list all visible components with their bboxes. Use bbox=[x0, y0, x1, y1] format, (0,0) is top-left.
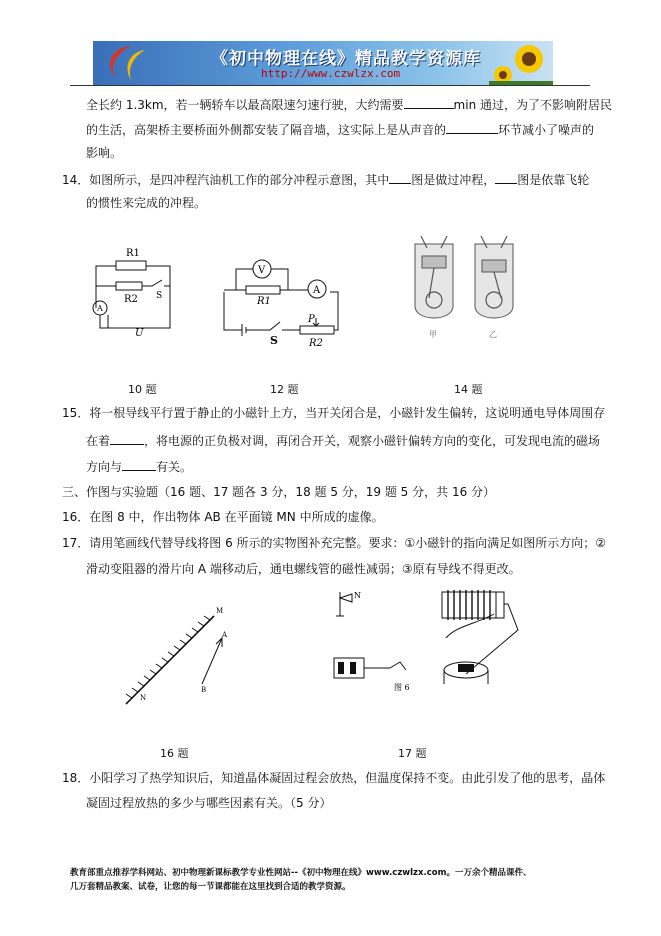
footer-line1: 教育部重点推荐学科网站、初中物理新课标教学专业性网站--《初中物理在线》www.czwlzx.com。一万余个精品课件、 bbox=[70, 868, 532, 878]
label-yi: 乙 bbox=[489, 330, 497, 339]
label-a: A bbox=[222, 631, 228, 639]
sunflower-icon bbox=[489, 41, 553, 85]
q15-line3 bbox=[86, 458, 192, 474]
q14-text-1c: 图是依靠飞轮 bbox=[517, 173, 590, 187]
label-r2: R2 bbox=[124, 294, 138, 305]
q18-line2: 凝固过程放热的多少与哪些因素有关。（5 分） bbox=[86, 796, 332, 810]
q18-line1: 18．小阳学习了热学知识后，知道晶体凝固过程会放热，但温度保持不变。由此引发了他的思考，晶体 bbox=[62, 771, 606, 785]
label-b: B bbox=[201, 686, 207, 694]
q13-line3: 影响。 bbox=[86, 146, 123, 160]
label-p: P bbox=[308, 314, 315, 325]
label-r1: R1 bbox=[126, 248, 140, 259]
circuit-diagram-10 bbox=[90, 236, 190, 342]
label-compass-n: N bbox=[354, 591, 361, 600]
q13-text-2b: 环节减小了噪声的 bbox=[498, 123, 595, 137]
caption-q12: 12 题 bbox=[270, 383, 299, 396]
q13-text-1b: min 通过，为了不影响附居民 bbox=[453, 98, 612, 112]
q16-text: 16．在图 8 中，作出物体 AB 在平面镜 MN 中所成的虚像。 bbox=[62, 510, 384, 524]
solenoid-coil bbox=[442, 590, 496, 620]
label-switch: S bbox=[156, 291, 163, 301]
q13-line1 bbox=[86, 96, 612, 112]
caption-q14: 14 题 bbox=[454, 383, 483, 396]
label-fig6: 图 6 bbox=[394, 683, 410, 692]
answer-blank bbox=[404, 96, 454, 109]
q15-text-3b: 有关。 bbox=[156, 460, 193, 474]
answer-blank bbox=[389, 171, 411, 184]
label-s-12: S bbox=[270, 334, 278, 347]
label-u: U bbox=[135, 328, 144, 339]
label-r1-12: R1 bbox=[257, 296, 271, 307]
answer-blank bbox=[110, 432, 144, 445]
banner-url: http://www.czwlzx.com bbox=[261, 67, 401, 80]
q14-line1 bbox=[62, 171, 589, 187]
answer-blank bbox=[495, 171, 517, 184]
label-r2-12: R2 bbox=[309, 338, 323, 348]
answer-blank bbox=[122, 458, 156, 471]
banner-title: 《初中物理在线》精品教学资源库 bbox=[211, 49, 481, 69]
section-3-heading: 三、作图与实验题（16 题、17 题各 3 分，18 题 5 分，19 题 5 分，共 16 分） bbox=[62, 485, 496, 499]
q15-text-2b: ，将电源的正负极对调，再闭合开关，观察小磁针偏转方向的变化，可发现电流的磁场 bbox=[144, 434, 601, 448]
label-m: M bbox=[216, 607, 224, 615]
header-banner bbox=[93, 41, 553, 85]
q14-line2: 的惯性来完成的冲程。 bbox=[86, 196, 207, 210]
q14-text-1b: 图是做过冲程， bbox=[411, 173, 496, 187]
circuit-diagram-12 bbox=[220, 252, 350, 348]
engine-stroke-diagrams bbox=[405, 226, 525, 344]
caption-q10: 10 题 bbox=[128, 383, 157, 396]
label-n: N bbox=[140, 694, 147, 702]
logo-icon bbox=[101, 44, 161, 82]
q15-text-2a: 在着 bbox=[86, 434, 111, 448]
label-jia: 甲 bbox=[429, 330, 437, 339]
footer-line2: 几万套精品教案、试卷，让您的每一节课都能在这里找到合适的教学资源。 bbox=[70, 882, 351, 892]
electromagnet-diagram-17 bbox=[326, 584, 526, 700]
q17-line1: 17．请用笔画线代替导线将图 6 所示的实物图补充完整。要求：①小磁针的指向满足如图所示方向；② bbox=[62, 536, 607, 550]
q14-text-1a: 14．如图所示，是四冲程汽油机工作的部分冲程示意图，其中 bbox=[62, 173, 390, 187]
q13-line2 bbox=[86, 121, 594, 137]
label-voltmeter: V bbox=[258, 265, 266, 276]
q17-line2: 滑动变阻器的滑片向 A 端移动后，通电螺线管的磁性减弱；③原有导线不得更改。 bbox=[86, 562, 521, 576]
q15-line2 bbox=[86, 432, 600, 448]
label-ammeter-12: A bbox=[313, 285, 321, 296]
answer-blank bbox=[446, 121, 498, 134]
caption-q17: 17 题 bbox=[398, 747, 427, 760]
mirror-diagram-16 bbox=[118, 600, 238, 712]
q15-text-3a: 方向与 bbox=[86, 460, 123, 474]
q15-line1: 15．将一根导线平行置于静止的小磁针上方，当开关闭合是，小磁针发生偏转，这说明通电导体周围存 bbox=[62, 406, 606, 420]
q13-text-1a: 全长约 1.3km，若一辆轿车以最高限速匀速行驶，大约需要 bbox=[86, 98, 404, 112]
caption-q16: 16 题 bbox=[160, 747, 189, 760]
q13-text-2a: 的生活，高架桥主要桥面外侧都安装了隔音墙，这实际上是从声音的 bbox=[86, 123, 447, 137]
label-ammeter: A bbox=[97, 304, 103, 313]
header-rule bbox=[70, 85, 590, 86]
